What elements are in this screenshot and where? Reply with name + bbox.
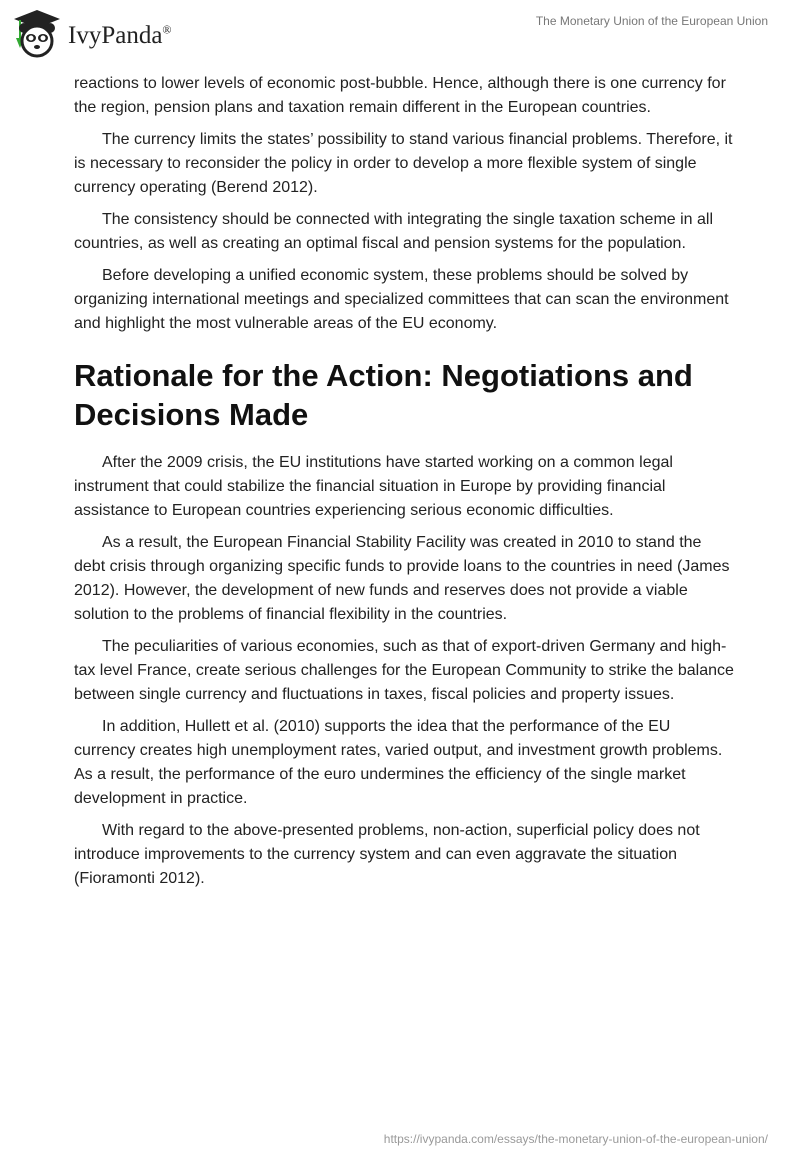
paragraph: reactions to lower levels of economic post-bubble. Hence, although there is one currency for the region, pension plans and taxation remain different in the European countries. [74, 75, 726, 116]
paragraph: The consistency should be connected with integrating the single taxation scheme in all countries, as well as creating an optimal fiscal and pension systems for the population. [74, 211, 714, 252]
paragraph: In addition, Hullett et al. (2010) supports the idea that the performance of the EU currency creates high unemployment rates, varied output, and investment growth problems. As a result, the performance of the euro undermines the efficiency of the single market development in practice. [74, 718, 723, 807]
paragraph: The peculiarities of various economies, such as that of export-driven Germany and high-tax level France, create serious challenges for the European Community to strike the balance between single currency and fluctuations in taxes, fiscal policies and property issues. [74, 638, 734, 703]
paragraph: With regard to the above-presented problems, non-action, superficial policy does not introduce improvements to the currency system and can even aggravate the situation (Fioramonti 2012). [74, 822, 700, 887]
paragraph: Before developing a unified economic system, these problems should be solved by organizing international meetings and specialized committees that can scan the environment and highlight the most vulnerable areas of the EU economy. [74, 267, 729, 332]
paragraph: The currency limits the states’ possibility to stand various financial problems. Therefore, it is necessary to reconsider the policy in order to develop a more flexible system of single currency operating (Berend 2012). [74, 131, 733, 196]
document-title: The Monetary Union of the European Union [535, 14, 768, 28]
paragraph: After the 2009 crisis, the EU institutions have started working on a common legal instrument that could stabilize the financial situation in Europe by providing financial assistance to European countries experiencing serious economic difficulties. [74, 454, 673, 519]
section-heading: Rationale for the Action: Negotiations and Decisions Made [74, 358, 693, 432]
panda-mascot-icon [12, 8, 62, 58]
essay-content [74, 72, 734, 899]
logo-text: IvyPanda® [68, 22, 172, 49]
paragraph: As a result, the European Financial Stability Facility was created in 2010 to stand the debt crisis through organizing specific funds to provide loans to the countries in need (James 2012). However, the development of new funds and reserves does not provide a viable solution to the problems of financial flexibility in the countries. [74, 534, 730, 623]
ivypanda-logo[interactable] [12, 8, 172, 58]
source-url[interactable]: https://ivypanda.com/essays/the-monetary-union-of-the-european-union/ [383, 1132, 768, 1146]
page-header [0, 0, 800, 60]
